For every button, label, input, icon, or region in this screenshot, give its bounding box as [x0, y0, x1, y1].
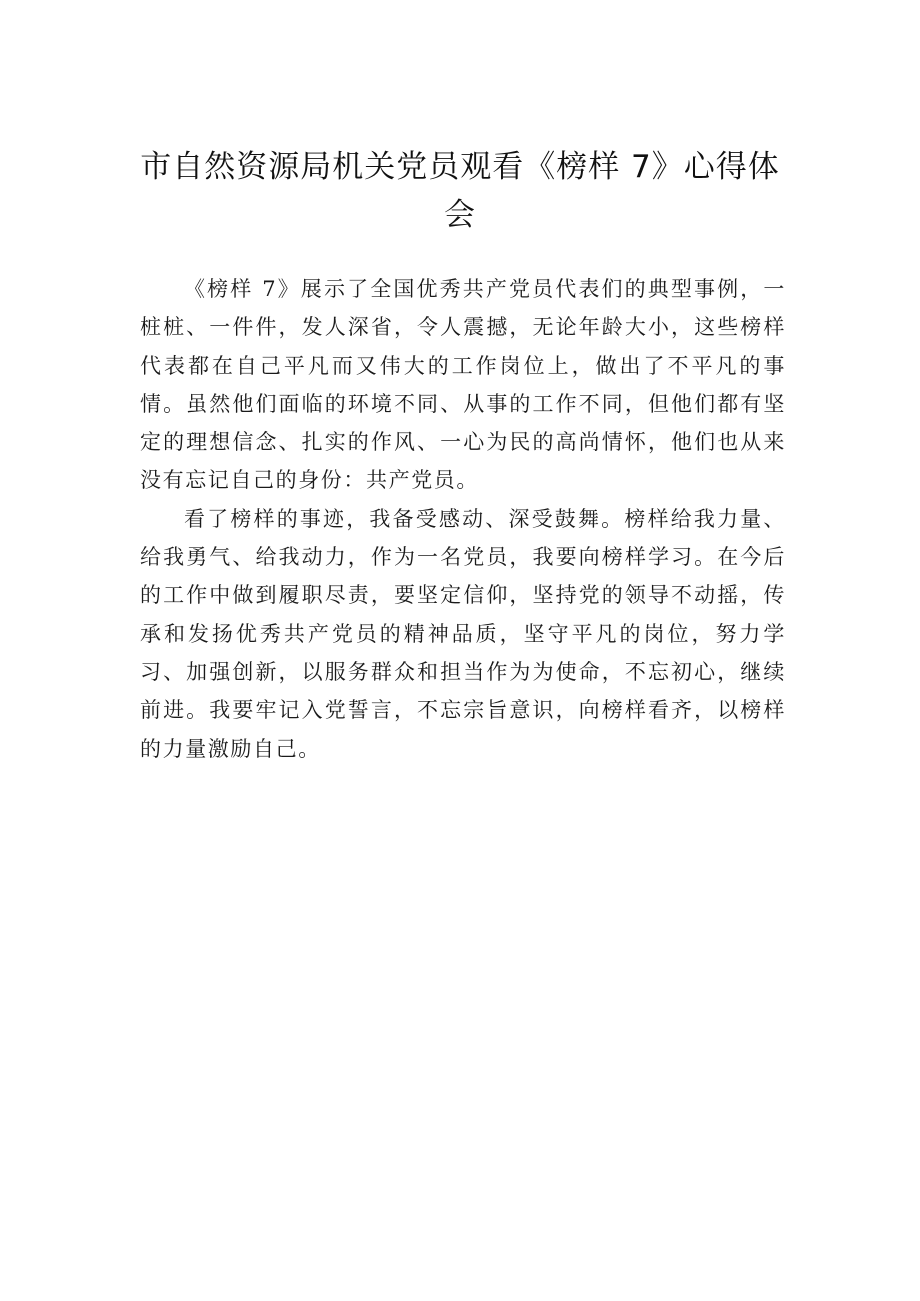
- paragraph: 看了榜样的事迹，我备受感动、深受鼓舞。榜样给我力量、给我勇气、给我动力，作为一名党员，我要向榜样学习。在今后的工作中做到履职尽责，要坚定信仰，坚持党的领导不动摇，传承和发扬优秀共产党员的精神品质，坚守平凡的岗位，努力学习、加强创新，以服务群众和担当作为为使命，不忘初心，继续前进。我要牢记入党誓言，不忘宗旨意识，向榜样看齐，以榜样的力量激励自己。: [140, 506, 786, 761]
- paragraph: 《榜样 7》展示了全国优秀共产党员代表们的典型事例，一桩桩、一件件，发人深省，令人震撼，无论年龄大小，这些榜样代表都在自己平凡而又伟大的工作岗位上，做出了不平凡的事情。虽然他们面临的环境不同、从事的工作不同，但他们都有坚定的理想信念、扎实的作风、一心为民的高尚情怀，他们也从来没有忘记自己的身份：共产党员。: [140, 277, 786, 493]
- document-body: [140, 270, 786, 768]
- document-title: 市自然资源局机关党员观看《榜样 7》心得体会: [140, 149, 780, 233]
